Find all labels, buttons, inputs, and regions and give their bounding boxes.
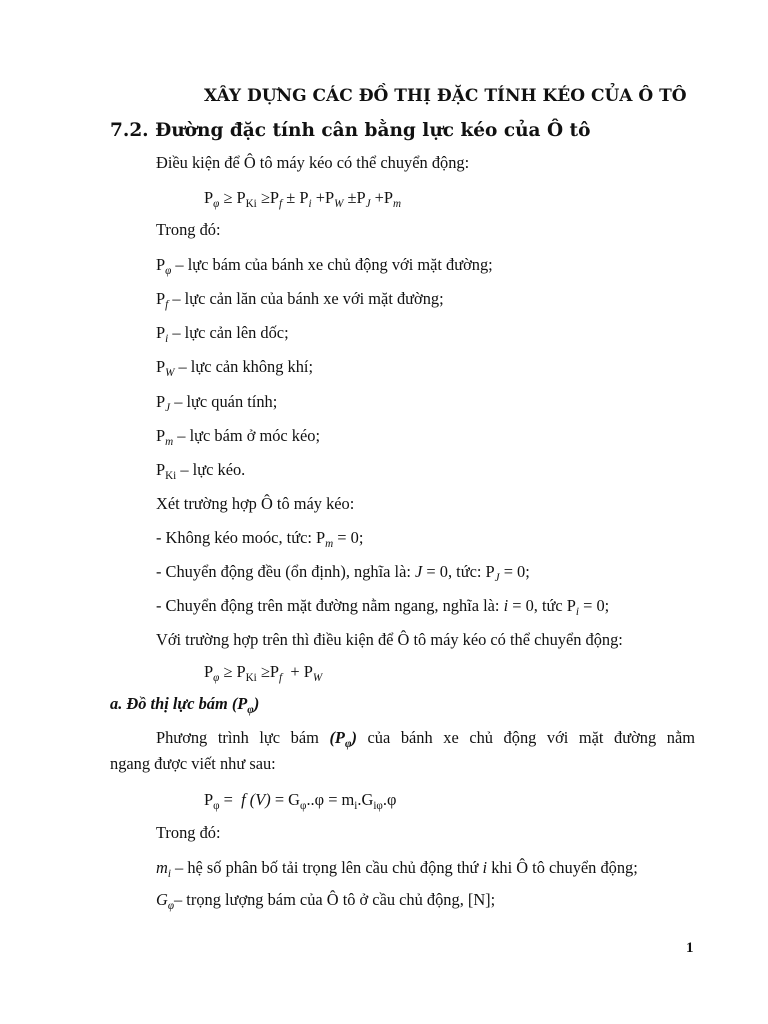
case-flat-road: - Chuyển động trên mặt đường nằm ngang, nghĩa là: i = 0, tức $P_i = 0$;: [156, 596, 610, 618]
where-label-2: Trong đó:: [156, 823, 221, 842]
simplified-condition-formula: $P_\varphi \ge P_{Ki} \ge P_f + P_W$: [204, 662, 323, 684]
case-uniform-motion: - Chuyển động đều (ổn định), nghĩa là: J = 0, tức: $P_J = 0$;: [156, 562, 530, 584]
definition-p-phi: $P_\varphi$ – lực bám của bánh xe chủ động với mặt đường;: [156, 255, 493, 277]
case-heading: Xét trường hợp Ô tô máy kéo:: [156, 494, 355, 513]
definition-p-f: $P_f$ – lực cản lăn của bánh xe với mặt đường;: [156, 289, 444, 311]
definition-g-phi: $G_\varphi-$ trọng lượng bám của Ô tô ở cầu chủ động, [N];: [156, 890, 496, 912]
definition-p-ki: $P_{Ki}$ – lực kéo.: [156, 460, 246, 482]
where-label: Trong đó:: [156, 220, 221, 239]
subsection-heading: a. Đồ thị lực bám $(P_\varphi)$: [110, 694, 260, 716]
definition-m-i: $m_i$ – hệ số phân bố tải trọng lên cầu chủ động thứ i khi Ô tô chuyển động;: [156, 858, 638, 880]
intro-text: Điều kiện để Ô tô máy kéo có thể chuyển động:: [156, 153, 470, 172]
definition-p-j: $P_J$ – lực quán tính;: [156, 392, 278, 414]
definition-p-w: $P_W$ – lực cản không khí;: [156, 357, 314, 379]
case-no-trailer: - Không kéo moóc, tức: $P_m = 0$;: [156, 528, 364, 550]
page-number: 1: [686, 940, 694, 956]
paragraph-line-2: ngang được viết như sau:: [110, 754, 276, 773]
section-heading: 7.2. Đường đặc tính cân bằng lực kéo của Ô tô: [110, 120, 591, 141]
page-title: XÂY DỰNG CÁC ĐỒ THỊ ĐẶC TÍNH KÉO CỦA Ô TÔ: [204, 86, 687, 106]
grip-force-formula: $P_\varphi = f$ $(V) = G_\varphi..\varphi = m_i.G_{i\varphi}.\varphi$: [204, 790, 397, 812]
definition-p-m: $P_m$ – lực bám ở móc kéo;: [156, 426, 321, 448]
traction-condition-formula: $P_\varphi \ge P_{Ki} \ge P_f \pm P_i +P_W \pm P_J +P_m$: [204, 188, 402, 210]
paragraph-line-1: Phương trình lực bám $(P_\varphi)$ của bánh xe chủ động với mặt đường nằm: [156, 728, 695, 750]
conclusion-text: Với trường hợp trên thì điều kiện để Ô tô máy kéo có thể chuyển động:: [156, 630, 623, 649]
definition-p-i: $P_i$ – lực cản lên dốc;: [156, 323, 289, 345]
